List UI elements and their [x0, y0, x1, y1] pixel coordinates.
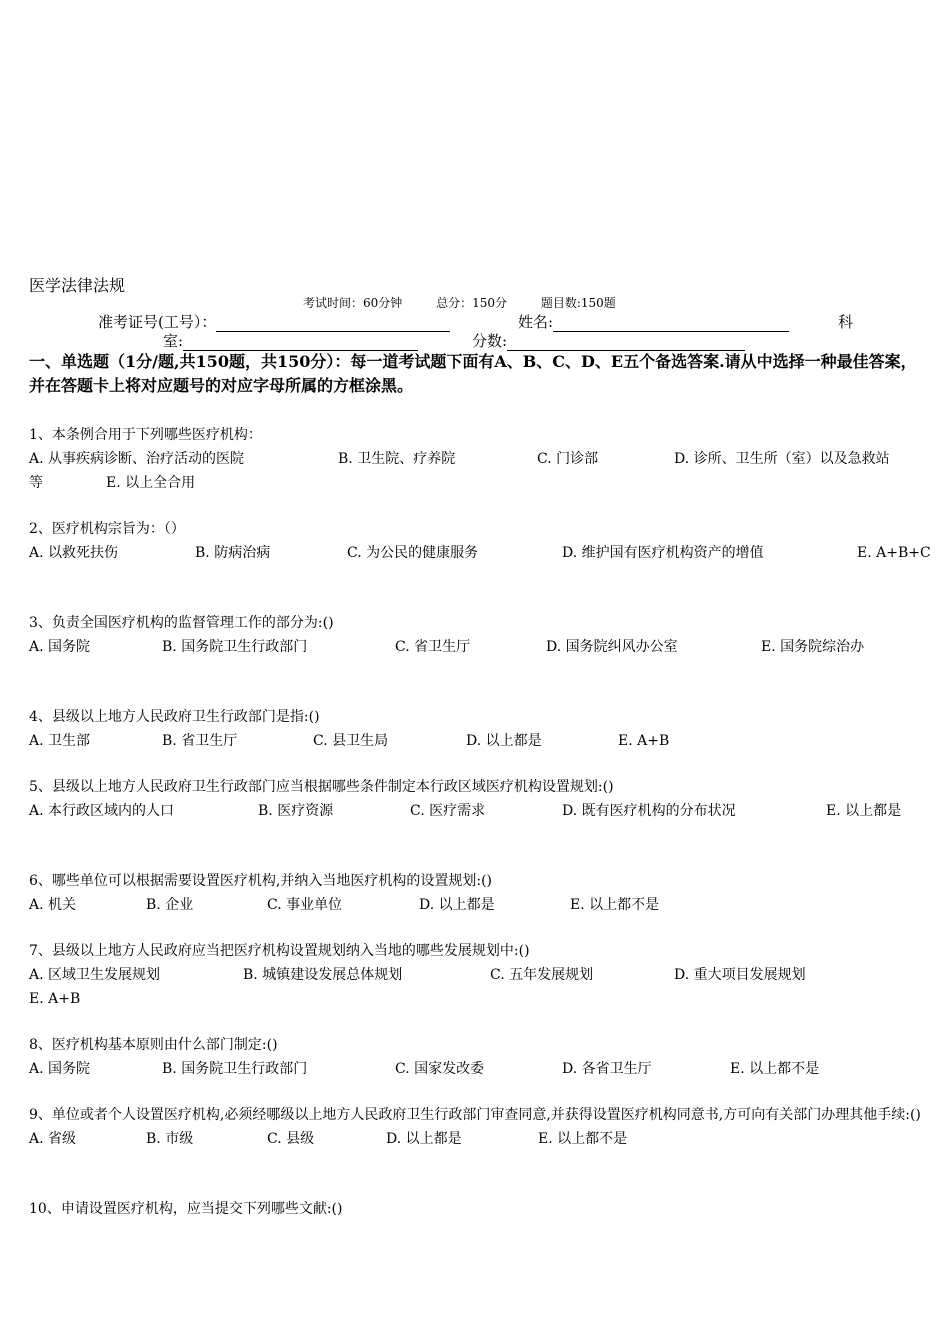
score-field: [472, 330, 745, 351]
score-label: 分数:: [472, 332, 508, 350]
question-7: [29, 939, 806, 1011]
option-c[interactable]: C. 为公民的健康服务: [347, 545, 479, 561]
question-9: [29, 1103, 924, 1151]
option-a[interactable]: A. 机关: [29, 897, 77, 913]
option-a[interactable]: A. 区域卫生发展规划: [29, 967, 161, 983]
option-a[interactable]: A. 省级: [29, 1131, 77, 1147]
option-e[interactable]: E. A+B: [618, 733, 670, 749]
option-e[interactable]: E. A+B+C: [857, 545, 931, 561]
option-d[interactable]: D. 以上都是: [466, 733, 542, 749]
option-c[interactable]: C. 医疗需求: [410, 803, 486, 819]
option-a[interactable]: A. 本行政区域内的人口: [29, 803, 175, 819]
option-e[interactable]: E. 以上都不是: [730, 1061, 820, 1077]
dept-label-part2: 室:: [163, 332, 184, 350]
option-b[interactable]: B. 市级: [146, 1131, 194, 1147]
option-a[interactable]: A. 从事疾病诊断、治疗活动的医院: [29, 451, 245, 467]
dept-field: [163, 330, 418, 351]
option-c[interactable]: C. 五年发展规划: [490, 967, 594, 983]
question-stem: 6、哪些单位可以根据需要设置医疗机构,并纳入当地医疗机构的设置规划:(): [29, 873, 492, 889]
option-d[interactable]: D. 重大项目发展规划: [674, 967, 806, 983]
dept-blank[interactable]: [183, 333, 418, 351]
option-b[interactable]: B. 防病治病: [195, 545, 271, 561]
option-e[interactable]: E. 以上都不是: [538, 1131, 628, 1147]
option-d-continued: 等: [29, 475, 43, 491]
question-stem: 3、负责全国医疗机构的监督管理工作的部分为:(): [29, 615, 334, 631]
question-10: [29, 1197, 342, 1221]
name-label: 姓名:: [518, 313, 554, 331]
question-3: [29, 611, 865, 659]
question-stem: 9、单位或者个人设置医疗机构,必须经哪级以上地方人民政府卫生行政部门审查同意,并获得设置医疗机构同意书,方可向有关部门办理其他手续:(): [29, 1107, 921, 1123]
question-4: [29, 705, 670, 753]
option-c[interactable]: C. 事业单位: [267, 897, 343, 913]
question-stem: 4、县级以上地方人民政府卫生行政部门是指:(): [29, 709, 320, 725]
option-c[interactable]: C. 县级: [267, 1131, 315, 1147]
question-stem: 2、医疗机构宗旨为：（）: [29, 521, 185, 537]
exam-info: [303, 294, 646, 311]
option-c[interactable]: C. 门诊部: [537, 451, 599, 467]
option-d[interactable]: D. 国务院纠风办公室: [546, 639, 678, 655]
option-c[interactable]: C. 国家发改委: [395, 1061, 485, 1077]
question-stem: 10、申请设置医疗机构，应当提交下列哪些文献:(): [29, 1201, 343, 1217]
exam-id-label: 准考证号(工号）：: [98, 313, 217, 331]
option-d[interactable]: D. 以上都是: [386, 1131, 462, 1147]
option-a[interactable]: A. 卫生部: [29, 733, 91, 749]
question-1: [29, 423, 890, 495]
score-blank[interactable]: [507, 333, 745, 351]
option-d[interactable]: D. 维护国有医疗机构资产的增值: [562, 545, 764, 561]
option-e[interactable]: E. A+B: [29, 991, 81, 1007]
option-c[interactable]: C. 县卫生局: [313, 733, 389, 749]
option-d[interactable]: D. 以上都是: [419, 897, 495, 913]
question-stem: 7、县级以上地方人民政府应当把医疗机构设置规划纳入当地的哪些发展规划中:(): [29, 943, 530, 959]
option-c[interactable]: C. 省卫生厅: [395, 639, 471, 655]
option-e[interactable]: E. 以上都不是: [570, 897, 660, 913]
question-stem: 1、本条例合用于下列哪些医疗机构：: [29, 427, 262, 443]
option-b[interactable]: B. 国务院卫生行政部门: [162, 1061, 308, 1077]
option-e[interactable]: E. 以上全合用: [106, 475, 196, 491]
option-a[interactable]: A. 国务院: [29, 1061, 91, 1077]
option-a[interactable]: A. 以救死扶伤: [29, 545, 119, 561]
option-b[interactable]: B. 卫生院、疗养院: [338, 451, 456, 467]
exam-total-score: 总分：150分: [436, 296, 508, 310]
option-d[interactable]: D. 各省卫生厅: [562, 1061, 652, 1077]
document-title: 医学法律法规: [29, 276, 126, 295]
question-2: [29, 517, 931, 565]
option-b[interactable]: B. 省卫生厅: [162, 733, 238, 749]
option-b[interactable]: B. 城镇建设发展总体规划: [243, 967, 403, 983]
exam-time: 考试时间：60分钟: [303, 296, 403, 310]
question-stem: 8、医疗机构基本原则由什么部门制定:(): [29, 1037, 278, 1053]
exam-question-count: 题目数:150题: [540, 296, 616, 310]
option-e[interactable]: E. 以上都是: [826, 803, 902, 819]
question-8: [29, 1033, 820, 1081]
name-field: [518, 311, 789, 332]
exam-id-field: [98, 311, 450, 332]
question-5: [29, 775, 902, 823]
option-e[interactable]: E. 国务院综治办: [761, 639, 865, 655]
option-b[interactable]: B. 医疗资源: [258, 803, 334, 819]
option-d[interactable]: D. 诊所、卫生所（室）以及急救站: [674, 451, 890, 467]
question-6: [29, 869, 660, 917]
option-b[interactable]: B. 国务院卫生行政部门: [162, 639, 308, 655]
question-stem: 5、县级以上地方人民政府卫生行政部门应当根据哪些条件制定本行政区域医疗机构设置规划:(): [29, 779, 614, 795]
dept-label-part1: 科: [838, 313, 854, 331]
option-a[interactable]: A. 国务院: [29, 639, 91, 655]
option-d[interactable]: D. 既有医疗机构的分布状况: [562, 803, 736, 819]
option-b[interactable]: B. 企业: [146, 897, 194, 913]
section-heading: 一、单选题（1分/题,共150题，共150分）：每一道考试题下面有A、B、C、D、E五个备选答案.请从中选择一种最佳答案，并在答题卡上将对应题号的对应字母所属的方框涂黑。: [29, 352, 917, 395]
